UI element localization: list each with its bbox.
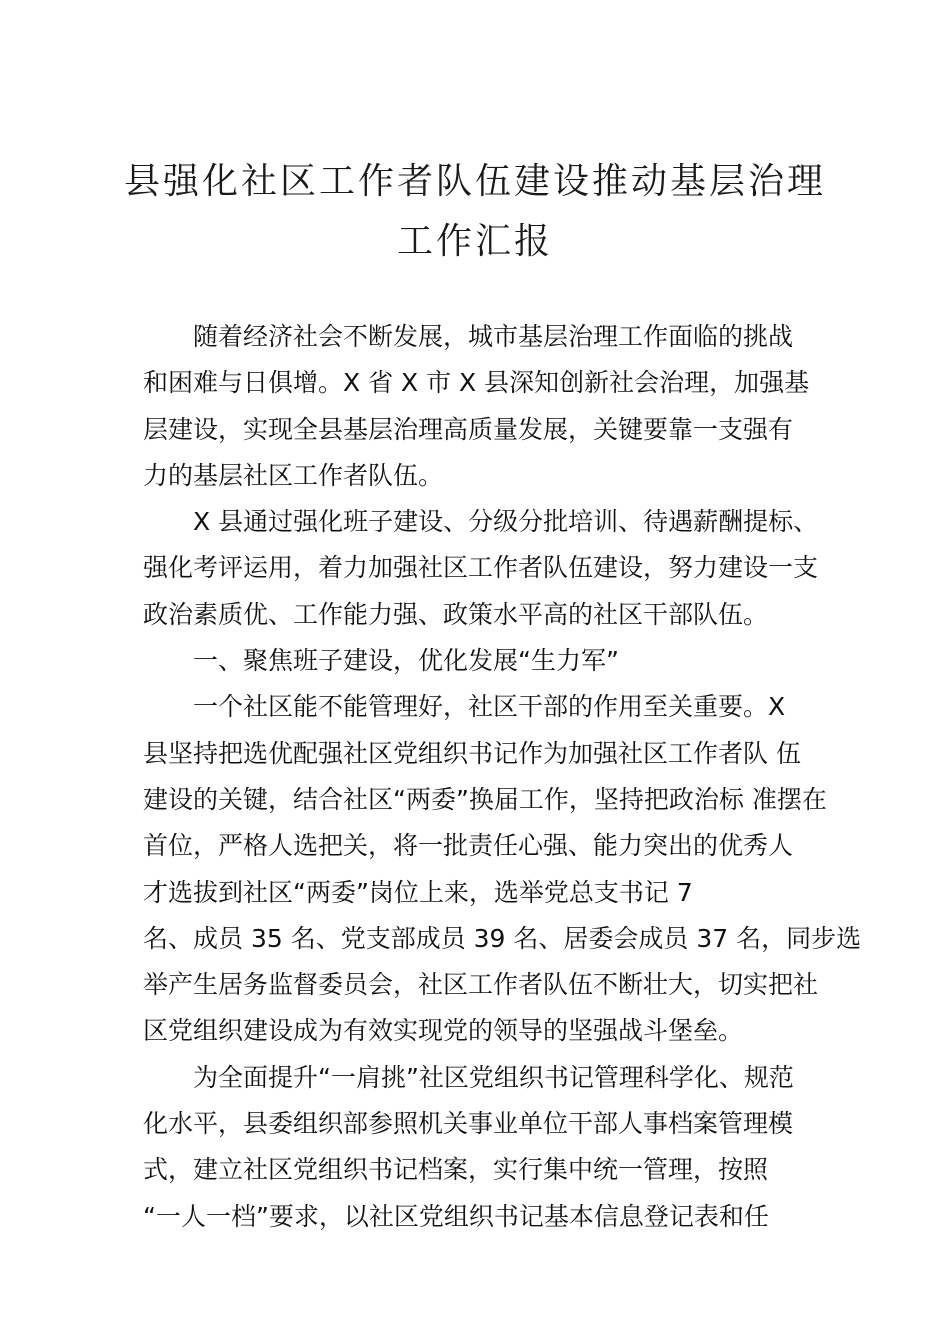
document-title-line-2: 工作汇报 — [396, 221, 553, 262]
paragraph-line: 才选拔到社区“两委”岗位上来，选举党总支书记 7 — [143, 877, 693, 907]
document-title-line-1: 县强化社区工作者队伍建设推动基层治理 — [123, 161, 826, 202]
paragraph-line: 首位，严格人选把关，将一批责任心强、能力突出的优秀人 — [143, 831, 794, 861]
paragraph-line: 举产生居务监督委员会，社区工作者队伍不断壮大，切实把社 — [143, 970, 819, 1000]
paragraph-line: 建设的关键，结合社区“两委”换届工作，坚持把政治标 准摆在 — [143, 784, 827, 814]
paragraph-line: 政治素质优、工作能力强、政策水平高的社区干部队伍。 — [143, 599, 769, 629]
paragraph-line: 县坚持把选优配强社区党组织书记作为加强社区工作者队 伍 — [143, 738, 801, 768]
paragraph-line: 力的基层社区工作者队伍。 — [143, 460, 444, 490]
paragraph-line: 化水平，县委组织部参照机关事业单位干部人事档案管理模 — [143, 1109, 794, 1139]
paragraph-line: 式，建立社区党组织书记档案，实行集中统一管理，按照 — [143, 1155, 769, 1185]
section-heading: 一、聚焦班子建设，优化发展“生力军” — [193, 646, 619, 676]
paragraph-line: 和困难与日俱增。X 省 X 市 X 县深知创新社会治理，加强基 — [143, 368, 810, 398]
paragraph-line: 随着经济社会不断发展，城市基层治理工作面临的挑战 — [193, 322, 794, 351]
paragraph-line: 层建设，实现全县基层治理高质量发展，关键要靠一支强有 — [143, 414, 794, 444]
paragraph-line: “一人一档”要求，以社区党组织书记基本信息登记表和任 — [143, 1201, 769, 1231]
paragraph-line: 一个社区能不能管理好，社区干部的作用至关重要。X — [193, 692, 786, 722]
paragraph-line: 名、成员 35 名、党支部成员 39 名、居委会成员 37 名，同步选 — [143, 923, 862, 953]
paragraph-line: 为全面提升“一肩挑”社区党组织书记管理科学化、规范 — [193, 1062, 794, 1092]
paragraph-line: X 县通过强化班子建设、分级分批培训、待遇薪酬提标、 — [193, 507, 819, 537]
document-body — [143, 314, 862, 1240]
paragraph-line: 区党组织建设成为有效实现党的领导的坚强战斗堡垒。 — [143, 1016, 744, 1046]
paragraph-line: 强化考评运用，着力加强社区工作者队伍建设，努力建设一支 — [143, 553, 819, 583]
